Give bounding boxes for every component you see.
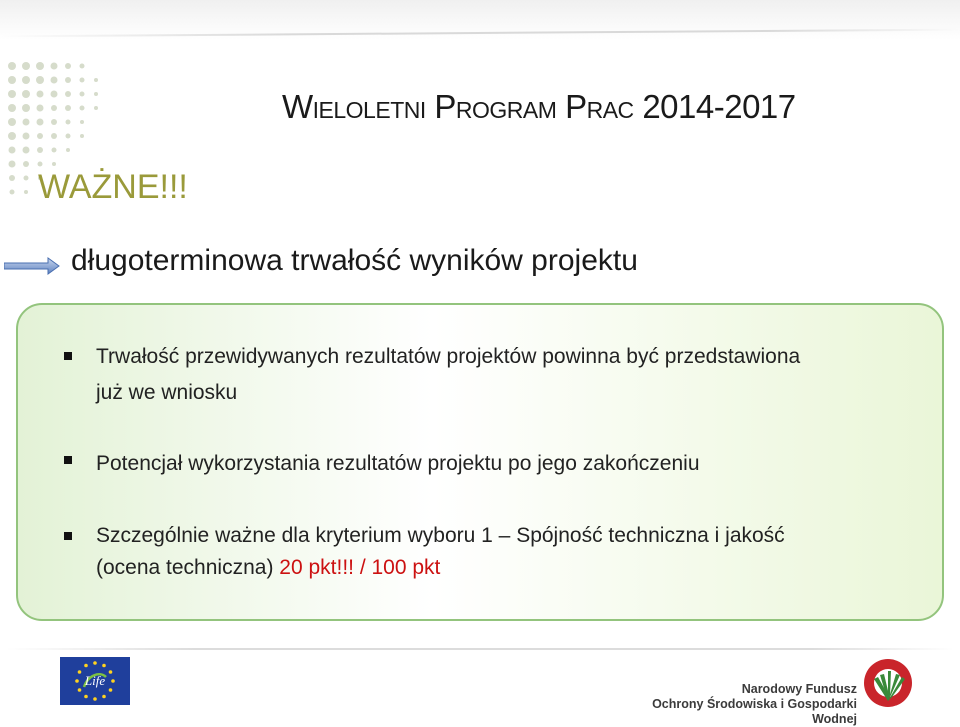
bullet-text: Szczególnie ważne dla kryterium wyboru 1 – Spójność techniczna i jakość <box>96 524 785 547</box>
important-label: WAŻNE!!! <box>38 168 188 206</box>
bullet-text: Trwałość przewidywanych rezultatów projektów powinna być przedstawiona <box>96 345 801 368</box>
points-suffix: !!! / 100 pkt <box>336 556 441 579</box>
bullet-icon <box>64 532 72 540</box>
bullet-text: już we wniosku <box>96 381 238 404</box>
fund-name-line1: Narodowy Fundusz <box>741 682 857 696</box>
bullet-text-prefix: (ocena techniczna) <box>96 556 280 579</box>
fund-name <box>652 682 857 727</box>
bullet-text <box>96 553 440 583</box>
bullet-icon <box>64 456 72 464</box>
page-title: Wieloletni Program Prac 2014-2017 <box>282 88 796 125</box>
points-highlight: 20 pkt <box>279 556 337 579</box>
bullet-icon <box>64 352 72 360</box>
eu-logo-text: Life <box>84 673 106 688</box>
eu-stars-icon <box>60 657 130 705</box>
bullet-text: Potencjał wykorzystania rezultatów projektu po jego zakończeniu <box>96 452 700 475</box>
footer-divider <box>6 648 954 650</box>
fund-name-line2: Ochrony Środowiska i Gospodarki Wodnej <box>652 697 857 726</box>
nfos-logo-icon <box>862 657 914 709</box>
eu-life-logo <box>60 657 130 705</box>
subtitle: długoterminowa trwałość wyników projektu <box>71 244 638 277</box>
arrow-right-icon <box>4 257 60 275</box>
